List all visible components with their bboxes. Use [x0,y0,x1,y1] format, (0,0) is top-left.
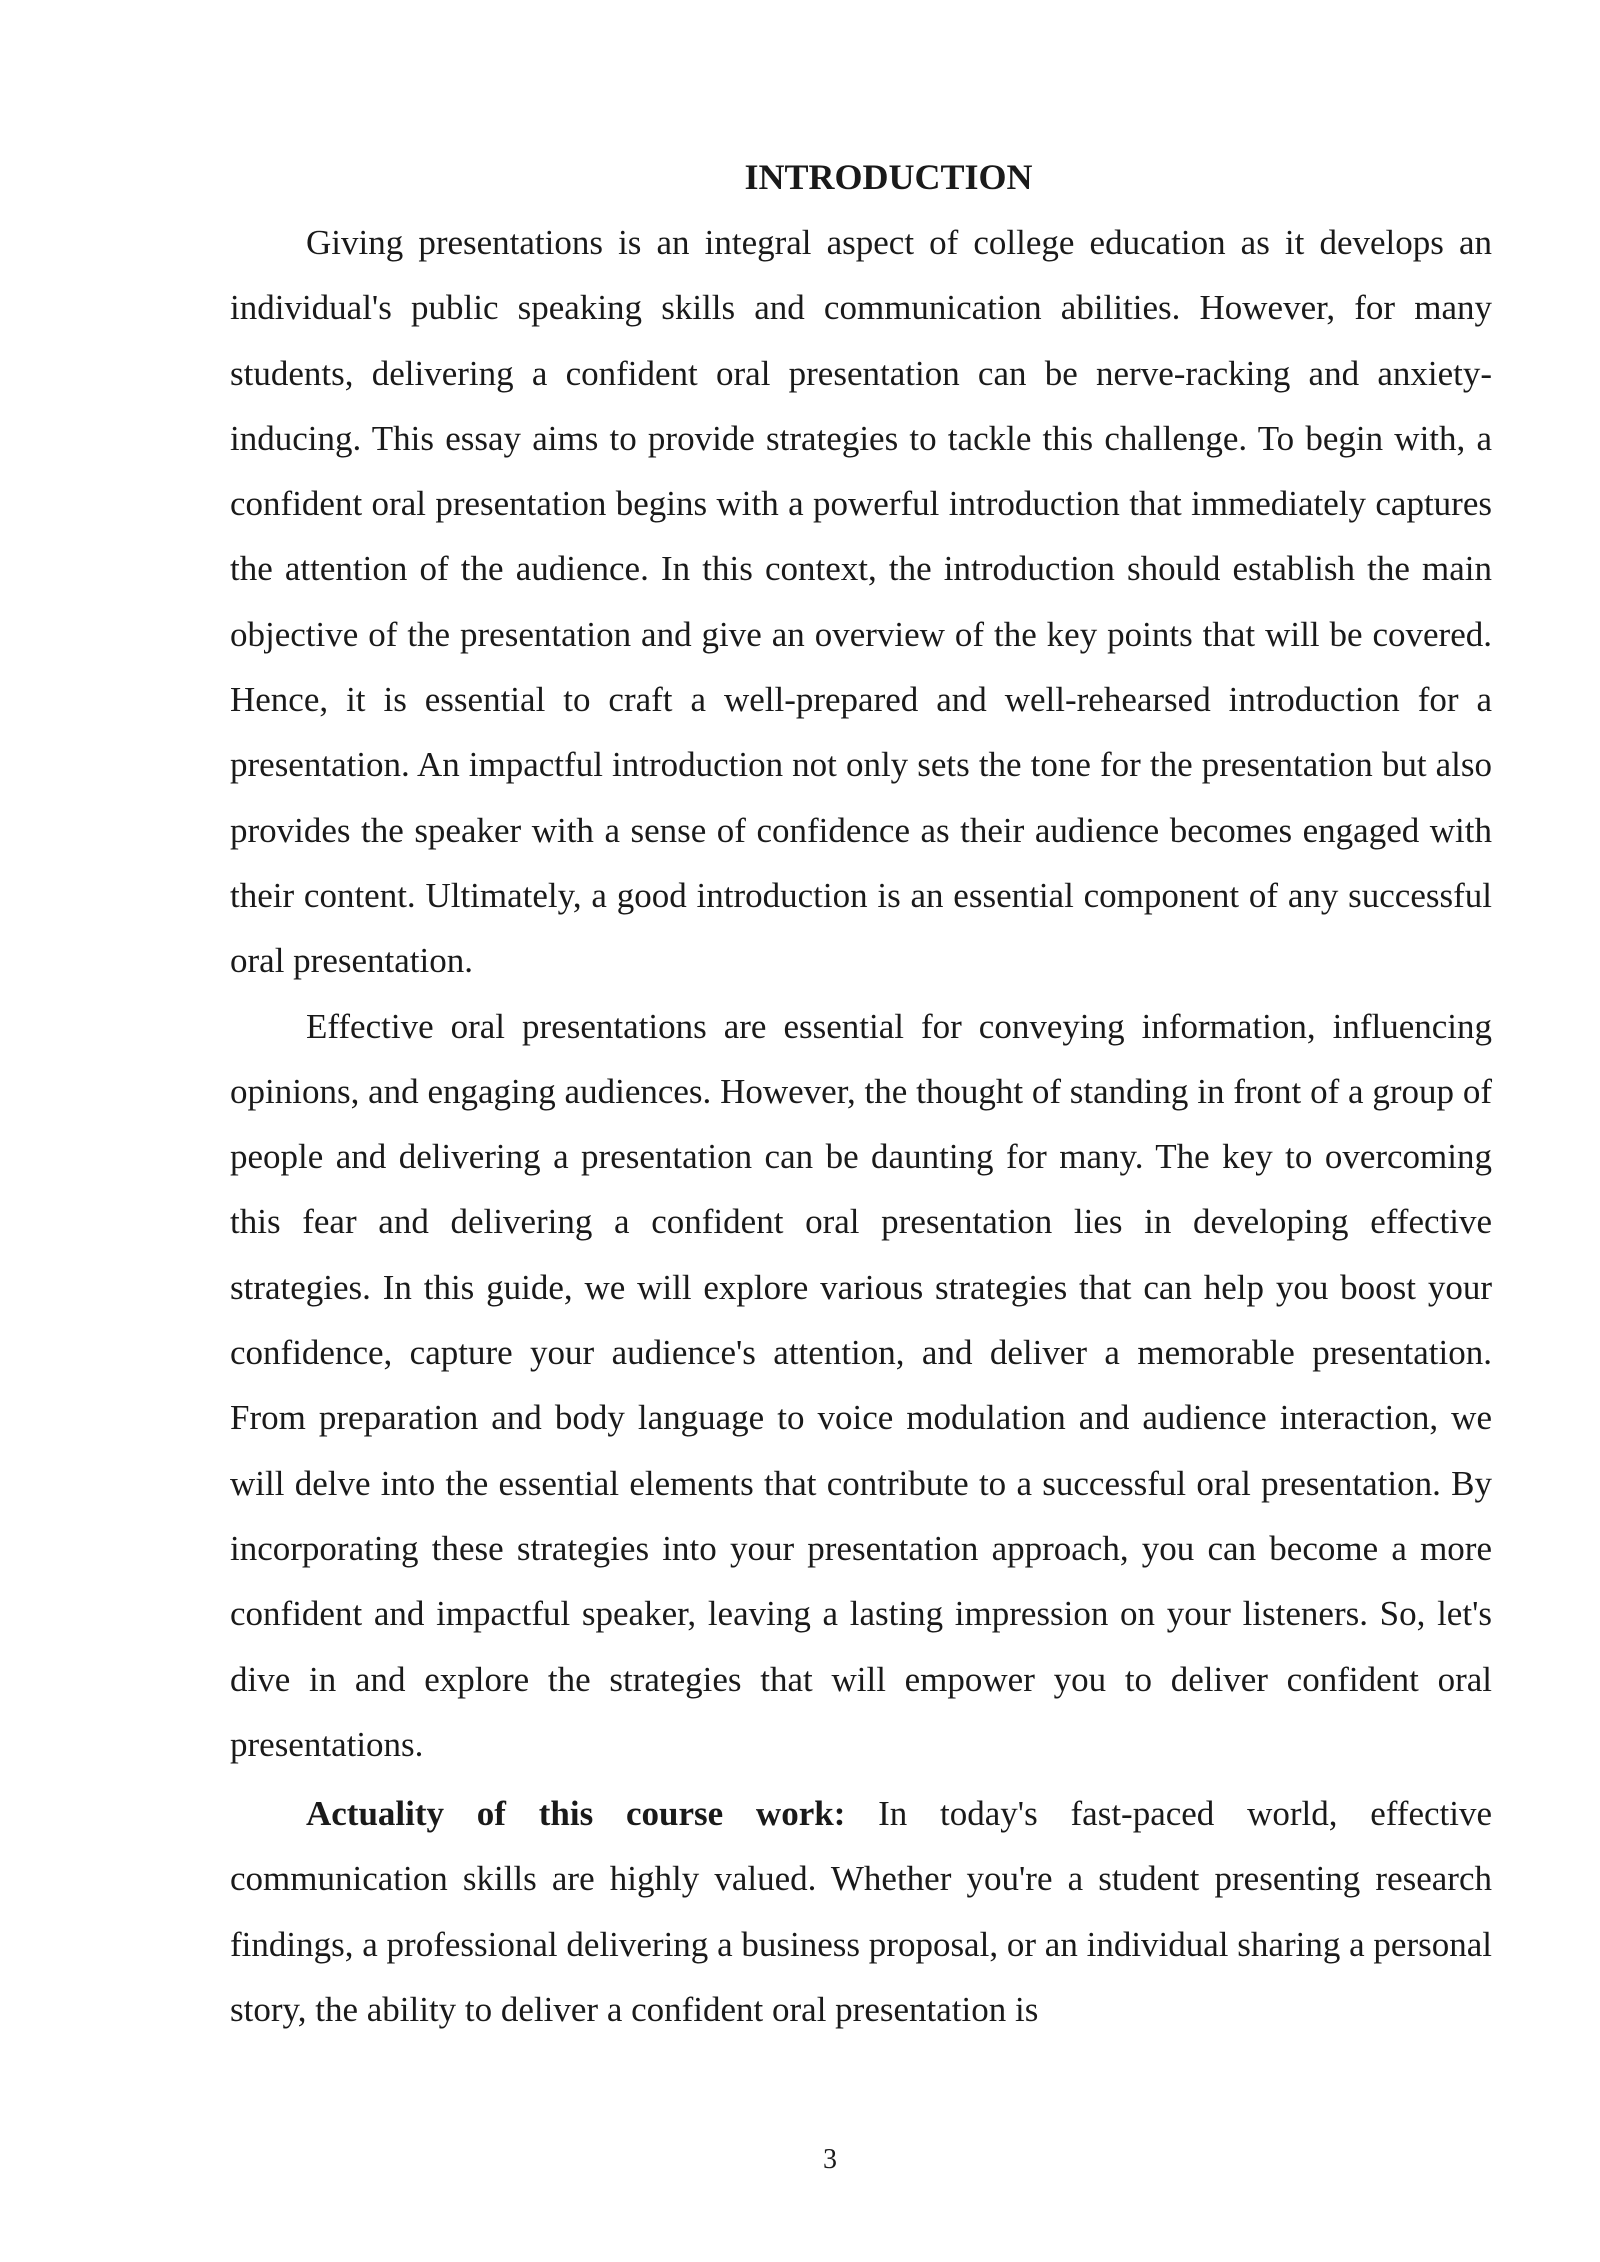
actuality-text: In today's fast-paced world, effective communication skills are highly valued. Whether you're a student presenting research findings, a professional delivering a business proposal, or an individual sharing a personal story, the ability to deliver a confident oral presentation is [230,1794,1493,2030]
paragraph-actuality [230,1781,1492,2042]
document-page [230,145,1492,2042]
actuality-lead: Actuality of this course work: [306,1794,846,1834]
paragraph-introduction: Giving presentations is an integral aspect of college education as it develops an individual's public speaking skills and communication abilities. However, for many students, delivering a confident oral presentation can be nerve-racking and anxiety-inducing. This essay aims to provide strategies to tackle this challenge. To begin with, a confident oral presentation begins with a powerful introduction that immediately captures the attention of the audience. In this context, the introduction should establish the main objective of the presentation and give an overview of the key points that will be covered. Hence, it is essential to craft a well-prepared and well-rehearsed introduction for a presentation. An impactful introduction not only sets the tone for the presentation but also provides the speaker with a sense of confidence as their audience becomes engaged with their content. Ultimately, a good introduction is an essential component of any successful oral presentation. [230,223,1492,981]
page-number: 3 [823,2144,837,2175]
section-heading: INTRODUCTION [744,157,1033,197]
paragraph-effective-presentations: Effective oral presentations are essential for conveying information, influencing opinions, and engaging audiences. However, the thought of standing in front of a group of people and delivering a presentation can be daunting for many. The key to overcoming this fear and delivering a confident oral presentation lies in developing effective strategies. In this guide, we will explore various strategies that can help you boost your confidence, capture your audience's attention, and deliver a memorable presentation. From preparation and body language to voice modulation and audience interaction, we will delve into the essential elements that contribute to a successful oral presentation. By incorporating these strategies into your presentation approach, you can become a more confident and impactful speaker, leaving a lasting impression on your listeners. So, let's dive in and explore the strategies that will empower you to deliver confident oral presentations. [230,1006,1492,1764]
